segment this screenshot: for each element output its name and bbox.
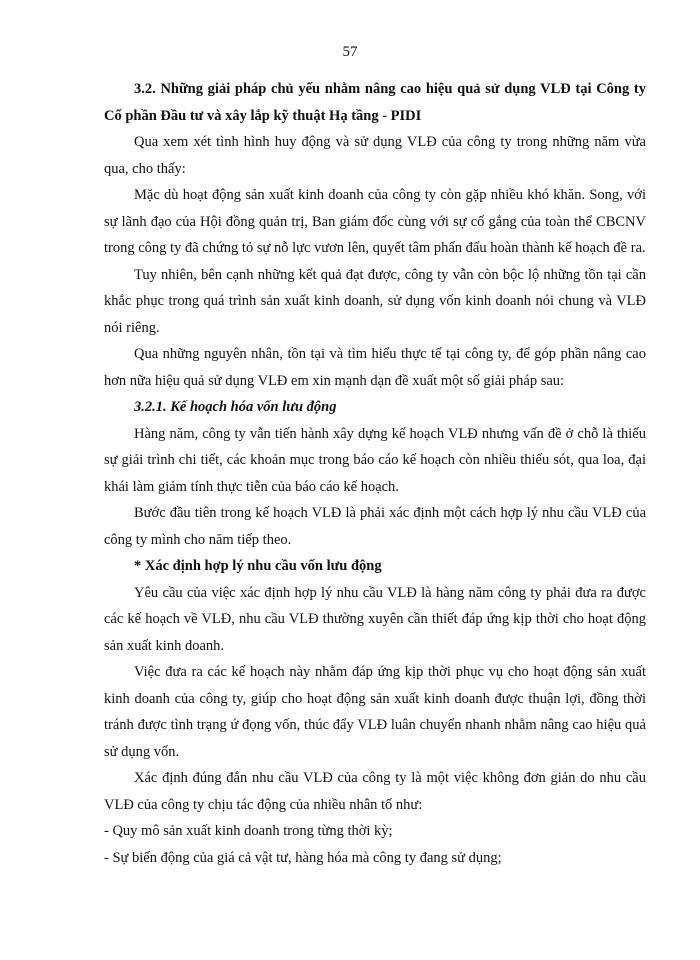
paragraph: Bước đầu tiên trong kế hoạch VLĐ là phải xác định một cách hợp lý nhu cầu VLĐ của công ty mình cho năm tiếp theo.: [104, 505, 646, 548]
paragraph: Qua xem xét tình hình huy động và sử dụng VLĐ của công ty trong những năm vừa qua, cho thấy:: [104, 134, 646, 177]
subsection-heading: 3.2.1. Kế hoạch hóa vốn lưu động: [134, 399, 337, 415]
document-body: [104, 76, 646, 871]
list-item: - Quy mô sản xuất kinh doanh trong từng thời kỳ;: [104, 823, 393, 839]
page-number: 57: [342, 44, 358, 60]
paragraph: Mặc dù hoạt động sản xuất kinh doanh của công ty còn gặp nhiều khó khăn. Song, với sự lãnh đạo của Hội đồng quản trị, Ban giám đốc cùng với sự cố gắng của toàn thể CBCNV trong công ty đã chứng tỏ sự nỗ lực vươn lên, quyết tâm phấn đấu hoàn thành kế hoạch đề ra.: [104, 187, 646, 256]
paragraph: Qua những nguyên nhân, tồn tại và tìm hiểu thực tế tại công ty, để góp phần nâng cao hơn nữa hiệu quả sử dụng VLĐ em xin mạnh dạn đề xuất một số giải pháp sau:: [104, 346, 646, 389]
paragraph: Việc đưa ra các kế hoạch này nhằm đáp ứng kịp thời phục vụ cho hoạt động sản xuất kinh doanh của công ty, giúp cho hoạt động sản xuất kinh doanh được thuận lợi, đồng thời tránh được tình trạng ứ đọng vốn, thúc đẩy VLĐ luân chuyển nhanh nhằm nâng cao hiệu quả sử dụng vốn.: [104, 664, 646, 760]
paragraph: Xác định đúng đắn nhu cầu VLĐ của công ty là một việc không đơn giản do nhu cầu VLĐ của công ty chịu tác động của nhiều nhân tố như:: [104, 770, 646, 813]
list-item: - Sự biến động của giá cả vật tư, hàng hóa mà công ty đang sử dụng;: [104, 849, 502, 866]
paragraph: Yêu cầu của việc xác định hợp lý nhu cầu VLĐ là hàng năm công ty phải đưa ra được các kế hoạch về VLĐ, nhu cầu VLĐ thường xuyên cần thiết đáp ứng kịp thời cho hoạt động sản xuất kinh doanh.: [104, 584, 646, 654]
bullet-heading: * Xác định hợp lý nhu cầu vốn lưu động: [134, 558, 382, 574]
section-heading: 3.2. Những giải pháp chủ yếu nhằm nâng cao hiệu quả sử dụng VLĐ tại Công ty Cổ phần Đầu tư và xây lắp kỹ thuật Hạ tầng - PIDI: [104, 81, 646, 124]
paragraph: Tuy nhiên, bên cạnh những kết quả đạt được, công ty vẫn còn bộc lộ những tồn tại cần khắc phục trong quá trình sản xuất kinh doanh, sử dụng vốn kinh doanh nói chung và VLĐ nói riêng.: [104, 266, 646, 336]
paragraph: Hàng năm, công ty vẫn tiến hành xây dựng kế hoạch VLĐ nhưng vấn đề ở chỗ là thiếu sự giải trình chi tiết, các khoản mục trong báo cáo kế hoạch còn nhiều thiếu sót, qua loa, đại khái làm giảm tính thực tiễn của báo cáo kế hoạch.: [104, 425, 646, 495]
